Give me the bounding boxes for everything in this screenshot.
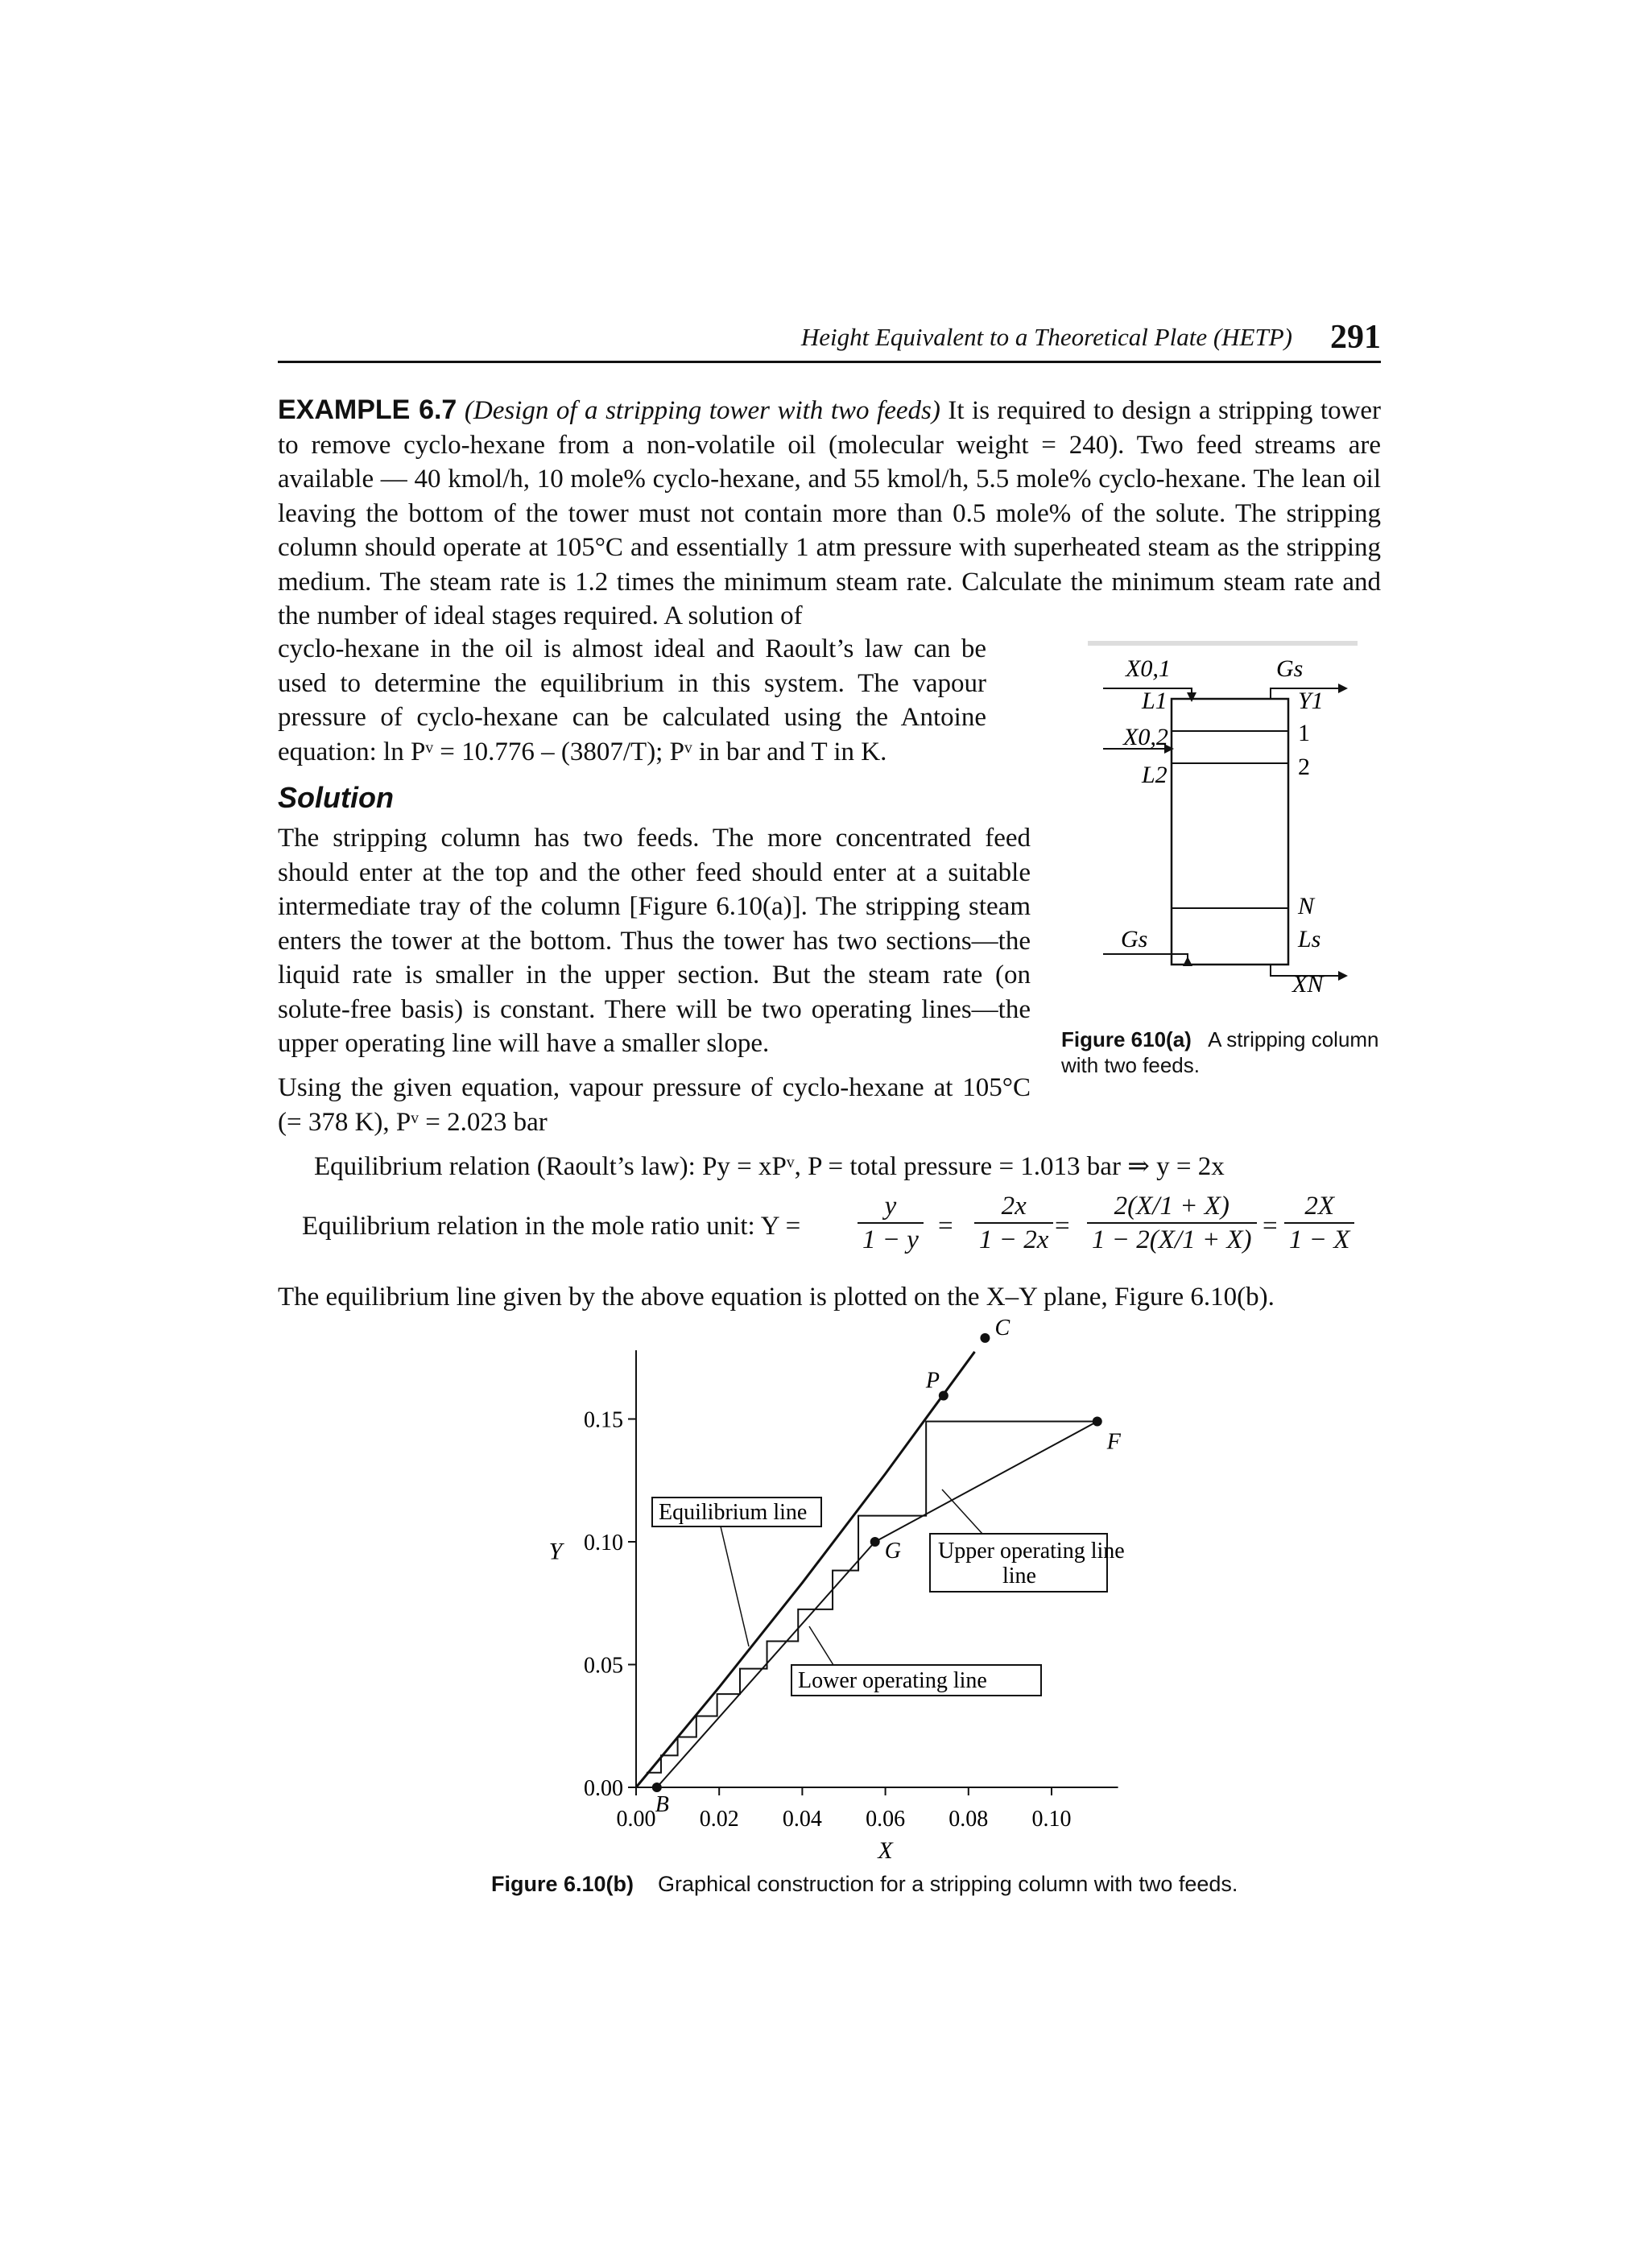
x-tick-label: 0.02 bbox=[699, 1807, 739, 1832]
label-x01: X0,1 bbox=[1126, 655, 1171, 682]
fraction-1-denominator: 1 − y bbox=[858, 1222, 924, 1256]
y-tick-label: 0.00 bbox=[584, 1776, 623, 1801]
upper-operating-line-label-2: line bbox=[1002, 1564, 1036, 1588]
equation-fraction-3 bbox=[1087, 1190, 1257, 1256]
upper-operating-line-label: Upper operating line bbox=[938, 1539, 1125, 1564]
x-tick-label: 0.10 bbox=[1031, 1807, 1072, 1832]
equation-fraction-4 bbox=[1284, 1190, 1354, 1256]
label-gs-top: Gs bbox=[1276, 655, 1304, 682]
label-gs-bottom: Gs bbox=[1121, 926, 1148, 952]
vapour-out-arrow bbox=[1338, 684, 1348, 693]
chart-axes bbox=[549, 1350, 1118, 1864]
point-f-marker bbox=[1093, 1417, 1102, 1427]
chart-annotations bbox=[652, 1489, 1125, 1696]
fraction-2-denominator: 1 − 2x bbox=[974, 1222, 1053, 1256]
label-tray-n: N bbox=[1298, 893, 1315, 919]
y-tick-label: 0.05 bbox=[584, 1653, 623, 1679]
point-p-marker bbox=[939, 1391, 948, 1401]
x-tick-label: 0.04 bbox=[782, 1807, 822, 1832]
point-b-marker bbox=[652, 1783, 662, 1792]
x-tick-label: 0.00 bbox=[616, 1807, 656, 1832]
equals-sign-3: = bbox=[1263, 1212, 1278, 1241]
figure-a-column-diagram bbox=[1087, 628, 1361, 998]
header-rule bbox=[278, 361, 1381, 363]
label-xn: XN bbox=[1292, 971, 1324, 998]
plot-description: The equilibrium line given by the above equation is plotted on the X–Y plane, Figure 6.10(b). bbox=[278, 1283, 1275, 1312]
figure-a-top-bar bbox=[1088, 641, 1358, 646]
figure-a-caption bbox=[1061, 1027, 1399, 1078]
point-c-marker bbox=[980, 1333, 990, 1343]
figure-a-caption-label: Figure 610(a) bbox=[1061, 1027, 1192, 1051]
equation-fraction-2 bbox=[974, 1190, 1053, 1256]
vapour-pressure-paragraph: Using the given equation, vapour pressure of cyclo-hexane at 105°C (= 378 K), Pᵛ = 2.023 bar bbox=[278, 1073, 1031, 1137]
x-tick-label: 0.08 bbox=[948, 1807, 989, 1832]
running-title: Height Equivalent to a Theoretical Plate (HETP) bbox=[800, 323, 1292, 351]
fraction-4-denominator: 1 − X bbox=[1284, 1222, 1354, 1256]
figure-b-caption bbox=[491, 1872, 1457, 1897]
upper-operating-line-leader bbox=[942, 1489, 982, 1534]
example-label: EXAMPLE 6.7 bbox=[278, 395, 457, 425]
equilibrium-line-leader bbox=[721, 1526, 749, 1646]
running-header bbox=[278, 318, 1381, 358]
y-tick-label: 0.10 bbox=[584, 1531, 623, 1555]
liquid-out-arrow bbox=[1338, 971, 1348, 981]
fraction-3-denominator: 1 − 2(X/1 + X) bbox=[1087, 1222, 1257, 1256]
figure-b-caption-label: Figure 6.10(b) bbox=[491, 1872, 634, 1896]
steam-in-stream bbox=[1103, 954, 1188, 965]
point-g-label: G bbox=[884, 1539, 901, 1564]
label-y1: Y1 bbox=[1298, 688, 1324, 714]
equation-fraction-1 bbox=[858, 1190, 924, 1256]
example-body-wide: It is required to design a stripping tower to remove cyclo-hexane from a non-volatile oil (molecular weight = 240). Two feed streams are available — 40 kmol/h, 10 mole% cyclo-hexane, and 55 kmol/h, 5.5 mole% cyclo-hexane. The lean oil leaving the bottom of the tower must not contain more than 0.5 mole% of the solute. The stripping column should operate at 105°C and essentially 1 atm pressure with superheated steam as the stripping medium. The steam rate is 1.2 times the minimum steam rate. Calculate the minimum steam rate and the number of ideal stages required. A solution of bbox=[278, 396, 1382, 630]
example-paragraph bbox=[278, 393, 1381, 634]
label-tray-1: 1 bbox=[1298, 720, 1310, 746]
lower-operating-line-label: Lower operating line bbox=[798, 1668, 987, 1693]
point-b-label: B bbox=[655, 1792, 669, 1817]
label-l1: L1 bbox=[1142, 688, 1168, 714]
solution-paragraph: The stripping column has two feeds. The more concentrated feed should enter at the top and the other feed should enter at a suitable intermediate tray of the column [Figure 6.10(a)]. The stripping steam enters the tower at the bottom. Thus the tower has two sections—the liquid rate is smaller in the upper section. But the steam rate (on solute-free basis) is constant. There will be two operating lines—the upper operating line will have a smaller slope. bbox=[278, 824, 1031, 1058]
example-title: (Design of a stripping tower with two feeds) bbox=[464, 396, 940, 425]
column-shell bbox=[1172, 699, 1288, 965]
y-tick-label: 0.15 bbox=[584, 1407, 623, 1433]
x-tick-label: 0.06 bbox=[866, 1807, 906, 1832]
fraction-4-numerator: 2X bbox=[1304, 1192, 1335, 1221]
label-x02: X0,2 bbox=[1123, 724, 1168, 750]
fraction-1-numerator: y bbox=[884, 1192, 897, 1221]
label-tray-2: 2 bbox=[1298, 754, 1310, 780]
label-l2: L2 bbox=[1142, 762, 1168, 788]
example-body-narrow: cyclo-hexane in the oil is almost ideal and Raoult’s law can be used to determine the equilibrium in this system. The vapour pressure of cyclo-hexane can be calculated using the Antoine equation: ln Pᵛ = 10.776 – (3807/T); Pᵛ in bar and T in K. bbox=[278, 634, 986, 766]
point-g-marker bbox=[870, 1537, 880, 1547]
stage-steps bbox=[647, 1422, 1097, 1773]
equals-sign-2: = bbox=[1055, 1212, 1070, 1241]
fraction-2-numerator: 2x bbox=[1001, 1192, 1027, 1221]
equilibrium-line bbox=[636, 1352, 975, 1787]
figure-a-caption-text: A stripping column with two feeds. bbox=[1061, 1027, 1379, 1077]
point-c-label: C bbox=[994, 1315, 1010, 1341]
fraction-3-numerator: 2(X/1 + X) bbox=[1114, 1192, 1230, 1221]
label-ls: Ls bbox=[1298, 926, 1321, 952]
mole-ratio-label: Equilibrium relation in the mole ratio unit: Y = bbox=[302, 1212, 801, 1241]
lower-operating-line-leader bbox=[809, 1626, 833, 1665]
feed-1-arrow bbox=[1187, 692, 1196, 702]
steam-in-arrow bbox=[1183, 956, 1192, 966]
page-number: 291 bbox=[1330, 319, 1381, 356]
x-axis-label: X bbox=[878, 1837, 893, 1864]
raoult-equation: Equilibrium relation (Raoult’s law): Py = xPᵛ, P = total pressure = 1.013 bar ⇒ y = 2x bbox=[314, 1152, 1225, 1181]
point-f-label: F bbox=[1106, 1429, 1121, 1455]
figure-b-caption-text: Graphical construction for a stripping column with two feeds. bbox=[658, 1872, 1238, 1896]
y-axis-label: Y bbox=[548, 1538, 563, 1565]
upper-operating-line bbox=[875, 1422, 1097, 1542]
point-p-label: P bbox=[925, 1368, 940, 1394]
equilibrium-line-label: Equilibrium line bbox=[659, 1500, 808, 1525]
solution-heading: Solution bbox=[278, 781, 394, 814]
equals-sign-1: = bbox=[938, 1212, 953, 1241]
figure-b-chart bbox=[515, 1315, 1143, 1868]
